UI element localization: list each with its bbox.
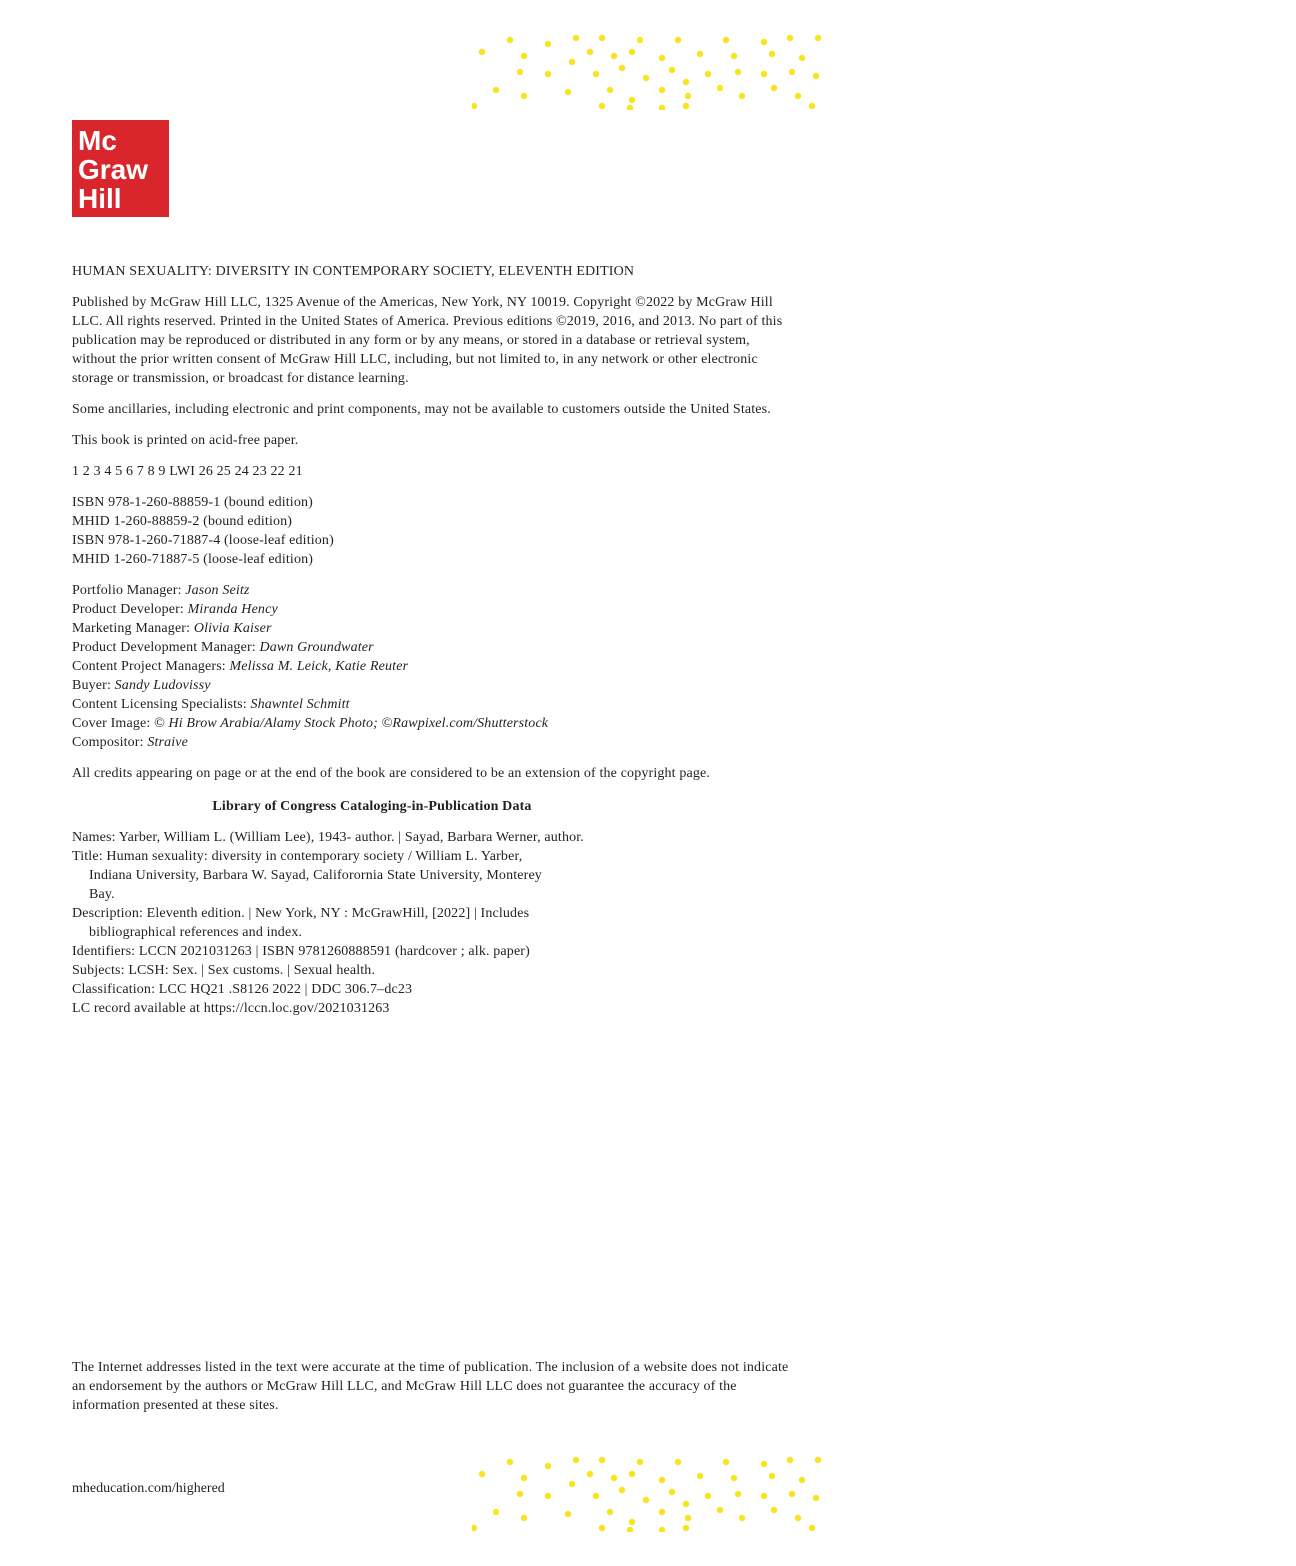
- decorative-dot: [815, 35, 821, 41]
- credit-line: Marketing Manager: Olivia Kaiser: [72, 621, 272, 636]
- decorative-dot: [723, 1459, 729, 1465]
- decorative-dot: [607, 87, 613, 93]
- decorative-dot: [507, 37, 513, 43]
- decorative-dots-bottom: [472, 1456, 824, 1532]
- decorative-dot: [761, 39, 767, 45]
- cip-entry: Identifiers: LCCN 2021031263 | ISBN 9781260888591 (hardcover ; alk. paper): [72, 944, 530, 959]
- print-line: 1 2 3 4 5 6 7 8 9 LWI 26 25 24 23 22 21: [72, 464, 303, 479]
- paper-note: This book is printed on acid-free paper.: [72, 433, 299, 448]
- copyright-content: [72, 262, 797, 1018]
- decorative-dot: [799, 1477, 805, 1483]
- decorative-dot: [627, 105, 633, 110]
- isbn-line: ISBN 978-1-260-88859-1 (bound edition): [72, 495, 313, 510]
- decorative-dot: [643, 1497, 649, 1503]
- credit-line: Content Project Managers: Melissa M. Leick, Katie Reuter: [72, 659, 409, 674]
- publisher-paragraph: Published by McGraw Hill LLC, 1325 Avenue of the Americas, New York, NY 10019. Copyright ©2022 by McGraw Hill LLC. All rights reserved. Printed in the United States of America. Previous editions ©2019, 2016, and 2013. No part of this publication may be reproduced or distributed in any form or by any means, or stored in a database or retrieval system, without the prior written consent of McGraw Hill LLC, including, but not limited to, in any network or other electronic storage or transmission, or broadcast for distance learning.: [72, 295, 783, 386]
- decorative-dot: [669, 67, 675, 73]
- footer-url[interactable]: mheducation.com/highered: [72, 1481, 225, 1496]
- decorative-dot: [705, 71, 711, 77]
- decorative-dot: [629, 1471, 635, 1477]
- decorative-dot: [472, 1525, 477, 1531]
- decorative-dot: [545, 71, 551, 77]
- decorative-dot: [607, 1509, 613, 1515]
- decorative-dot: [479, 1471, 485, 1477]
- decorative-dot: [789, 69, 795, 75]
- decorative-dot: [769, 51, 775, 57]
- isbn-line: MHID 1-260-71887-5 (loose-leaf edition): [72, 552, 314, 567]
- decorative-dot: [479, 49, 485, 55]
- decorative-dot: [573, 35, 579, 41]
- decorative-dot: [472, 103, 477, 109]
- decorative-dot: [629, 49, 635, 55]
- credit-line: Product Developer: Miranda Hency: [72, 602, 278, 617]
- decorative-dots-top: [472, 34, 824, 110]
- decorative-dot: [517, 69, 523, 75]
- decorative-dot: [599, 35, 605, 41]
- decorative-dot: [565, 1511, 571, 1517]
- credit-line: Portfolio Manager: Jason Seitz: [72, 583, 250, 598]
- decorative-dot: [521, 93, 527, 99]
- credit-line: Compositor: Straive: [72, 735, 189, 750]
- decorative-dot: [683, 103, 689, 109]
- decorative-dot: [637, 37, 643, 43]
- decorative-dot: [769, 1473, 775, 1479]
- decorative-dot: [683, 1501, 689, 1507]
- decorative-dot: [569, 59, 575, 65]
- logo-text-hill: Hill: [78, 183, 122, 214]
- decorative-dot: [659, 1527, 665, 1532]
- decorative-dot: [739, 93, 745, 99]
- credits-list: [72, 581, 797, 752]
- decorative-dot: [789, 1491, 795, 1497]
- decorative-dot: [599, 1457, 605, 1463]
- decorative-dot: [809, 1525, 815, 1531]
- decorative-dot: [545, 1493, 551, 1499]
- decorative-dot: [669, 1489, 675, 1495]
- decorative-dot: [739, 1515, 745, 1521]
- decorative-dot: [599, 103, 605, 109]
- credit-line: Cover Image: © Hi Brow Arabia/Alamy Stock Photo; ©Rawpixel.com/Shutterstock: [72, 716, 549, 731]
- decorative-dot: [735, 69, 741, 75]
- decorative-dot: [813, 1495, 819, 1501]
- decorative-dot: [731, 1475, 737, 1481]
- decorative-dot: [659, 105, 665, 110]
- cip-entry: Subjects: LCSH: Sex. | Sex customs. | Sexual health.: [72, 963, 376, 978]
- decorative-dot: [659, 1477, 665, 1483]
- book-title: HUMAN SEXUALITY: DIVERSITY IN CONTEMPORARY SOCIETY, ELEVENTH EDITION: [72, 264, 635, 279]
- credit-line: Content Licensing Specialists: Shawntel Schmitt: [72, 697, 350, 712]
- decorative-dot: [675, 37, 681, 43]
- decorative-dot: [629, 1519, 635, 1525]
- decorative-dot: [771, 85, 777, 91]
- decorative-dot: [593, 71, 599, 77]
- decorative-dot: [683, 1525, 689, 1531]
- cip-entry: Title: Human sexuality: diversity in contemporary society / William L. Yarber, Indiana University, Barbara W. Sayad, Califorornia State University, Monterey Bay.: [72, 849, 542, 902]
- decorative-dot: [599, 1525, 605, 1531]
- decorative-dot: [545, 1463, 551, 1469]
- decorative-dot: [761, 71, 767, 77]
- decorative-dot: [587, 49, 593, 55]
- decorative-dot: [815, 1457, 821, 1463]
- decorative-dot: [675, 1459, 681, 1465]
- decorative-dot: [659, 55, 665, 61]
- decorative-dot: [507, 1459, 513, 1465]
- decorative-dot: [627, 1527, 633, 1532]
- decorative-dot: [619, 65, 625, 71]
- decorative-dot: [493, 1509, 499, 1515]
- decorative-dot: [685, 1515, 691, 1521]
- ancillaries-paragraph: Some ancillaries, including electronic and print components, may not be available to customers outside the United States.: [72, 402, 771, 417]
- decorative-dot: [685, 93, 691, 99]
- decorative-dot: [573, 1457, 579, 1463]
- decorative-dot: [611, 1475, 617, 1481]
- decorative-dot: [761, 1461, 767, 1467]
- decorative-dot: [761, 1493, 767, 1499]
- decorative-dot: [521, 1515, 527, 1521]
- decorative-dot: [723, 37, 729, 43]
- decorative-dot: [659, 1509, 665, 1515]
- decorative-dot: [637, 1459, 643, 1465]
- isbn-line: ISBN 978-1-260-71887-4 (loose-leaf edition): [72, 533, 334, 548]
- internet-disclaimer: The Internet addresses listed in the text were accurate at the time of publication. The inclusion of a website does not indicate an endorsement by the authors or McGraw Hill LLC, and McGraw Hill LLC does not guarantee the accuracy of the information presented at these sites.: [72, 1360, 789, 1413]
- isbn-line: MHID 1-260-88859-2 (bound edition): [72, 514, 293, 529]
- decorative-dot: [697, 51, 703, 57]
- decorative-dot: [493, 87, 499, 93]
- logo-text-mc: Mc: [78, 125, 117, 156]
- decorative-dot: [705, 1493, 711, 1499]
- decorative-dot: [735, 1491, 741, 1497]
- decorative-dot: [771, 1507, 777, 1513]
- cip-data: [72, 828, 632, 1018]
- decorative-dot: [629, 97, 635, 103]
- decorative-dot: [813, 73, 819, 79]
- decorative-dot: [517, 1491, 523, 1497]
- decorative-dot: [521, 1475, 527, 1481]
- credits-note: All credits appearing on page or at the end of the book are considered to be an extension of the copyright page.: [72, 766, 711, 781]
- decorative-dot: [659, 87, 665, 93]
- decorative-dot: [683, 79, 689, 85]
- decorative-dot: [787, 35, 793, 41]
- library-heading: Library of Congress Cataloging-in-Publication Data: [212, 799, 532, 814]
- decorative-dot: [619, 1487, 625, 1493]
- decorative-dot: [569, 1481, 575, 1487]
- decorative-dot: [587, 1471, 593, 1477]
- credit-line: Product Development Manager: Dawn Groundwater: [72, 640, 374, 655]
- mcgraw-hill-logo: [72, 120, 169, 217]
- decorative-dot: [565, 89, 571, 95]
- decorative-dot: [731, 53, 737, 59]
- decorative-dot: [545, 41, 551, 47]
- decorative-dot: [611, 53, 617, 59]
- decorative-dot: [643, 75, 649, 81]
- decorative-dot: [795, 1515, 801, 1521]
- decorative-dot: [795, 93, 801, 99]
- cip-entry: Classification: LCC HQ21 .S8126 2022 | DDC 306.7–dc23: [72, 982, 413, 997]
- cip-entry: Description: Eleventh edition. | New York, NY : McGrawHill, [2022] | Includes bibliographical references and index.: [72, 906, 530, 940]
- logo-text-graw: Graw: [78, 154, 149, 185]
- decorative-dot: [697, 1473, 703, 1479]
- decorative-dot: [787, 1457, 793, 1463]
- decorative-dot: [717, 85, 723, 91]
- decorative-dot: [521, 53, 527, 59]
- cip-entry: LC record available at https://lccn.loc.gov/2021031263: [72, 1001, 390, 1016]
- credit-line: Buyer: Sandy Ludovissy: [72, 678, 211, 693]
- decorative-dot: [593, 1493, 599, 1499]
- decorative-dot: [799, 55, 805, 61]
- decorative-dot: [809, 103, 815, 109]
- cip-entry: Names: Yarber, William L. (William Lee), 1943- author. | Sayad, Barbara Werner, author.: [72, 830, 584, 845]
- decorative-dot: [717, 1507, 723, 1513]
